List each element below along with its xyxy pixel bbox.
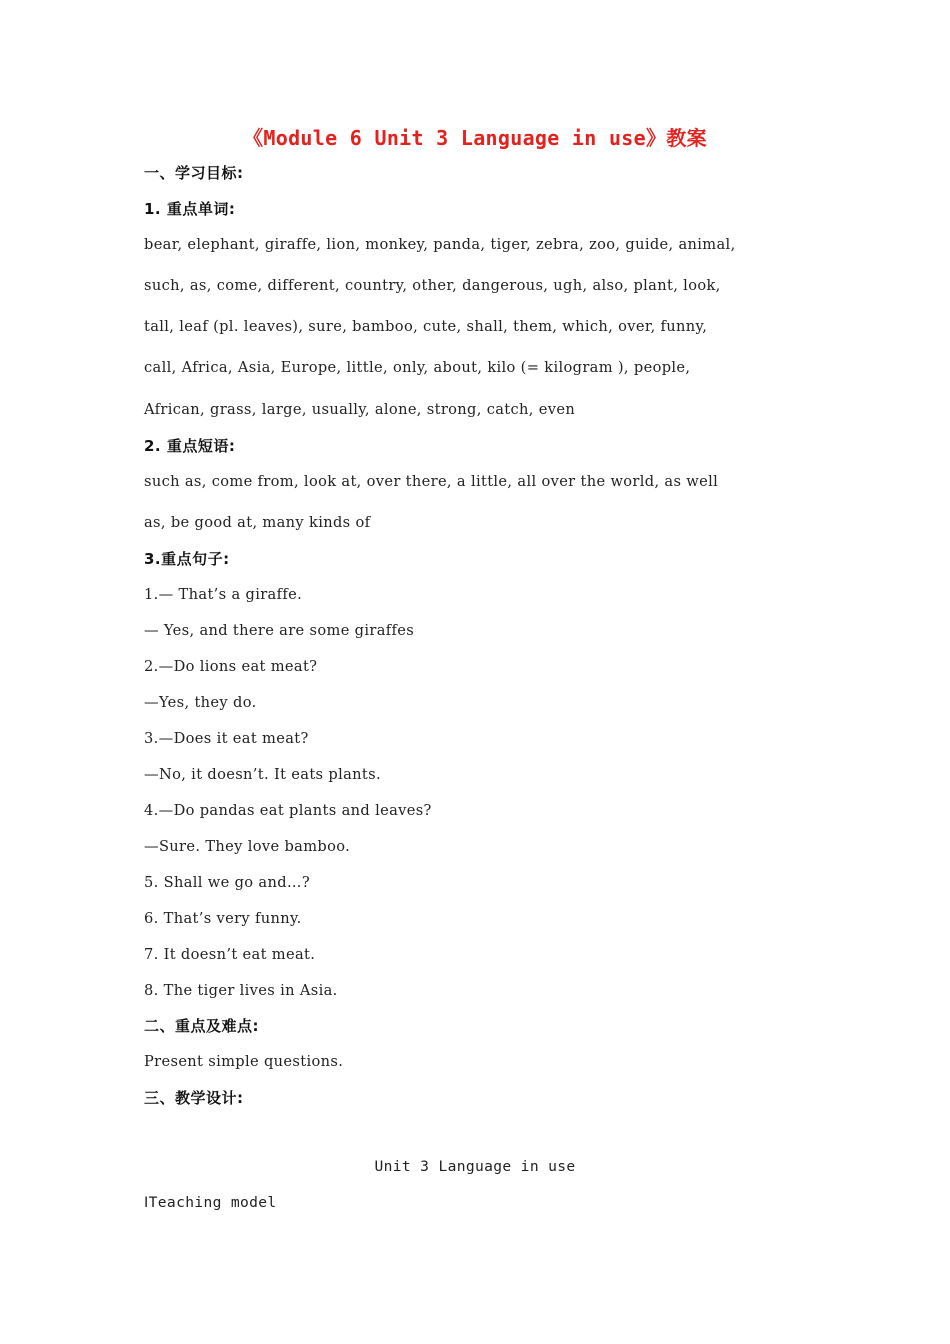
- sentence-line: 3.—Does it eat meat?: [144, 730, 309, 747]
- key-points-text: Present simple questions.: [144, 1053, 344, 1070]
- sentence-line: 5. Shall we go and…?: [144, 874, 311, 891]
- sentence-line: 4.—Do pandas eat plants and leaves?: [144, 802, 432, 819]
- phrases-line: as, be good at, many kinds of: [144, 514, 371, 531]
- sentence-line: 1.— That’s a giraffe.: [144, 586, 303, 603]
- phrases-heading: 2. 重点短语:: [144, 437, 236, 455]
- words-line: tall, leaf (pl. leaves), sure, bamboo, cute, shall, them, which, over, funny,: [144, 318, 708, 335]
- sentence-line: 8. The tiger lives in Asia.: [144, 982, 338, 999]
- sentence-line: —Yes, they do.: [144, 694, 257, 711]
- sentence-line: 6. That’s very funny.: [144, 910, 302, 927]
- sentence-line: — Yes, and there are some giraffes: [144, 622, 415, 639]
- words-line: call, Africa, Asia, Europe, little, only, about, kilo (= kilogram ), people,: [144, 359, 691, 376]
- unit-title: Unit 3 Language in use: [374, 1158, 576, 1175]
- section-heading-key-points: 二、重点及难点:: [144, 1017, 259, 1035]
- section-heading-teaching-design: 三、教学设计:: [144, 1089, 244, 1107]
- sentence-line: —Sure. They love bamboo.: [144, 838, 351, 855]
- words-heading: 1. 重点单词:: [144, 200, 236, 218]
- section-heading-objectives: 一、学习目标:: [144, 164, 244, 182]
- words-line: African, grass, large, usually, alone, strong, catch, even: [144, 401, 576, 418]
- sentence-line: —No, it doesn’t. It eats plants.: [144, 766, 381, 783]
- document-title: 《Module 6 Unit 3 Language in use》教案: [243, 126, 707, 150]
- words-line: such, as, come, different, country, other, dangerous, ugh, also, plant, look,: [144, 277, 721, 294]
- sentence-line: 2.—Do lions eat meat?: [144, 658, 318, 675]
- phrases-line: such as, come from, look at, over there, a little, all over the world, as well: [144, 473, 719, 490]
- sentences-heading: 3.重点句子:: [144, 550, 230, 568]
- teaching-model-heading: ⅠTeaching model: [144, 1194, 277, 1211]
- words-line: bear, elephant, giraffe, lion, monkey, panda, tiger, zebra, zoo, guide, animal,: [144, 236, 736, 253]
- sentence-line: 7. It doesn’t eat meat.: [144, 946, 316, 963]
